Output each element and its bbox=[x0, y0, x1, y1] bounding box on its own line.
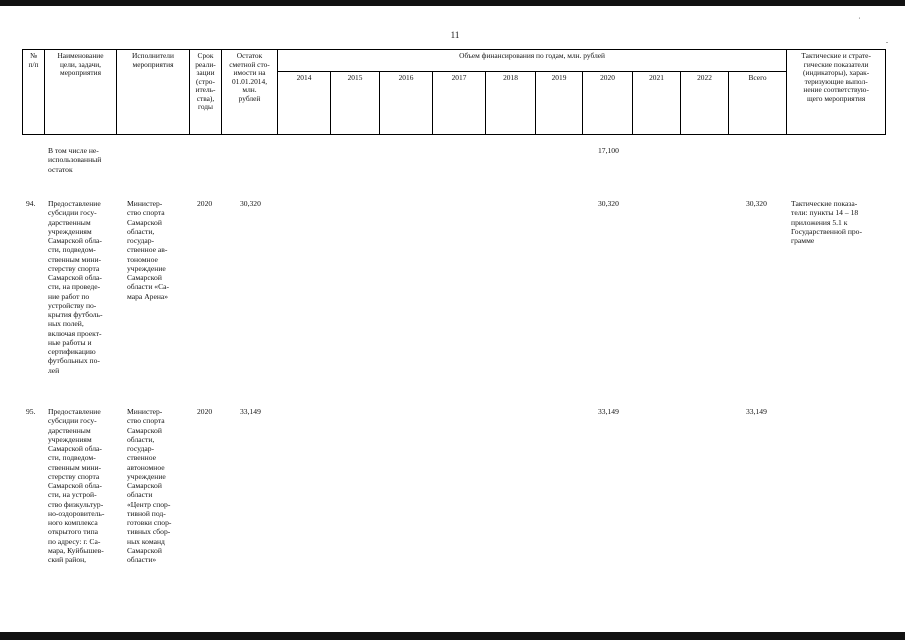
corner-mark: ˙ bbox=[858, 16, 861, 25]
year-header: 2017 bbox=[433, 72, 486, 135]
row-executors: Министер- ство спорта Самарской области, государ- ственное ав- тономное учреждение Самарской области «Са- мара Арена» bbox=[127, 199, 170, 301]
row-term: 2020 bbox=[197, 199, 213, 208]
top-border-bar bbox=[0, 0, 905, 6]
row-year-2020: 33,149 bbox=[598, 407, 619, 416]
bottom-border-bar bbox=[0, 632, 905, 640]
year-header: 2022 bbox=[681, 72, 729, 135]
row-remainder: 30,320 bbox=[240, 199, 261, 208]
row-name: В том числе не- использованный остаток bbox=[48, 146, 102, 174]
col-term-header: Срок реали- зации (стро- итель- ства), годы bbox=[190, 50, 222, 135]
col-name-header: Наименование цели, задачи, мероприятия bbox=[45, 50, 117, 135]
col-financing-header: Объем финансирования по годам, млн. рублей bbox=[278, 50, 787, 72]
row-number: 94. bbox=[26, 199, 36, 208]
row-term: 2020 bbox=[197, 407, 213, 416]
row-remainder: 33,149 bbox=[240, 407, 261, 416]
row-executors: Министер- ство спорта Самарской области, государ- ственное автономное учреждение Самарской области «Центр спор- тивной под- готовки спор- тивных сбор- ных команд Самарской области» bbox=[127, 407, 172, 564]
year-header: 2016 bbox=[380, 72, 433, 135]
year-header: 2020 bbox=[583, 72, 633, 135]
row-number: 95. bbox=[26, 407, 36, 416]
row-year-2020: 17,100 bbox=[598, 146, 619, 155]
corner-mark: . bbox=[886, 36, 888, 45]
row-name: Предоставление субсидии госу- дарственным учреждениям Самарской обла- сти, подведом- ственным мини- стерству спорта Самарской обла- сти, на устрой- ство физкультур- но-оздоровитель- ного комплекса открытого типа по адресу: г. Са- мара, Куйбышев- ский район, bbox=[48, 407, 105, 564]
year-header: 2018 bbox=[486, 72, 536, 135]
page-number: 11 bbox=[450, 30, 460, 40]
row-total: 30,320 bbox=[746, 199, 767, 208]
financing-table-header bbox=[22, 49, 886, 135]
col-executors-header: Исполнители мероприятия bbox=[117, 50, 190, 135]
col-remainder-header: Остаток сметной сто- имости на 01.01.2014, млн. рублей bbox=[222, 50, 278, 135]
col-num-header: № п/п bbox=[23, 50, 45, 135]
row-year-2020: 30,320 bbox=[598, 199, 619, 208]
row-total: 33,149 bbox=[746, 407, 767, 416]
year-header: 2014 bbox=[278, 72, 331, 135]
total-header: Всего bbox=[729, 72, 787, 135]
col-indicators-header: Тактические и страте- гические показатели (индикаторы), харак- теризующие выпол- нение соответствую- щего мероприятия bbox=[787, 50, 886, 135]
row-indicators: Тактические показа- тели: пункты 14 – 18 приложения 5.1 к Государственной про- грамме bbox=[791, 199, 863, 245]
year-header: 2019 bbox=[536, 72, 583, 135]
year-header: 2015 bbox=[331, 72, 380, 135]
row-name: Предоставление субсидии госу- дарственным учреждениям Самарской обла- сти, подведом- ственным мини- стерству спорта Самарской обла- сти, на проведе- ние работ по устройству по- крытия футболь- ных полей, включая проект- ные работы и сертификацию футбольных по- лей bbox=[48, 199, 103, 375]
year-header: 2021 bbox=[633, 72, 681, 135]
